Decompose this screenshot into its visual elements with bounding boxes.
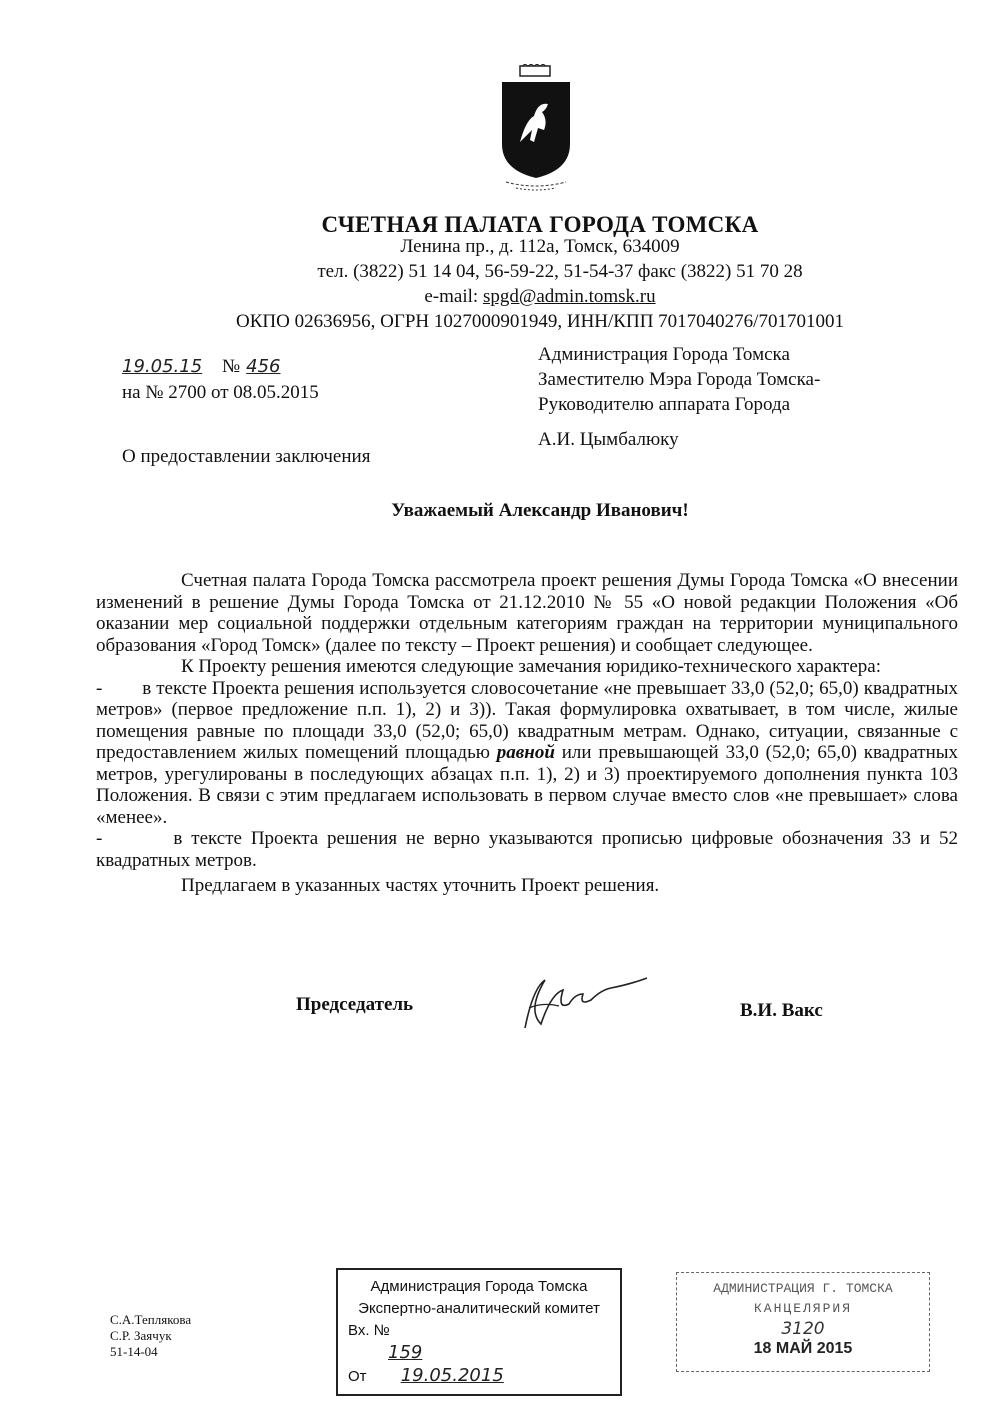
incoming-stamp (336, 1268, 622, 1396)
salutation: Уважаемый Александр Иванович! (391, 500, 689, 521)
handwritten-signature (515, 968, 655, 1043)
org-phones: тел. (3822) 51 14 04, 56-59-22, 51-54-37 факс (3822) 51 70 28 (317, 261, 803, 282)
outgoing-number-line (122, 356, 362, 378)
office-stamp-date: 18 МАЙ 2015 (753, 1340, 853, 1357)
paragraph-5: Предлагаем в указанных частях уточнить Проект решения. (181, 875, 660, 896)
org-codes: ОКПО 02636956, ОГРН 1027000901949, ИНН/КПП 7017040276/701701001 (236, 311, 844, 332)
paragraph-3-text-a: - в тексте Проекта решения используется словосочетание «не превышает 33,0 (52,0; 65,0) квадратных метров» (первое предложение п.п. 1), 2) и 3)). Такая формулировка охватывает, в том числе, жилые помещения равные по площади 33,0 (52,0; 65,0) квадратным метрам. Однако, ситуации, связанные с предоставлением жилых помещений площадью (96, 677, 963, 763)
recipient-line-2: Заместителю Мэра Города Томска- (538, 369, 821, 390)
paragraph-1: Счетная палата Города Томска рассмотрела проект решения Думы Города Томска «О внесении изменений в решение Думы Города Томска от 21.12.2010 № 55 «О новой редакции Положения «Об оказании мер социальной поддержки отдельным категориям граждан на территории муниципального образования «Город Томск» (далее по тексту – Проект решения) и сообщает следующее. (96, 570, 958, 656)
signatory-name: В.И. Вакс (740, 1000, 823, 1021)
paragraph-4: - в тексте Проекта решения не верно указываются прописью цифровые обозначения 33 и 52 квадратных метров. (96, 828, 963, 871)
letter-body (96, 570, 963, 897)
coat-of-arms (496, 64, 576, 194)
number-label: № (222, 356, 241, 377)
office-stamp-line-2: КАНЦЕЛЯРИЯ (753, 1301, 852, 1316)
paragraph-3 (96, 677, 963, 829)
office-stamp-number: 3120 (781, 1319, 825, 1339)
org-address: Ленина пр., д. 112а, Томск, 634009 (400, 236, 680, 257)
recipient-block (538, 342, 820, 452)
paragraph-2: К Проекту решения имеются следующие замечания юридико-технического характера: (181, 656, 882, 677)
stamp-in-label: Вх. № (348, 1322, 390, 1339)
recipient-line-1: Администрация Города Томска (538, 344, 790, 365)
email-link[interactable]: spgd@admin.tomsk.ru (482, 286, 656, 307)
executor-line-1: С.А.Теплякова (110, 1312, 192, 1327)
stamp-line-2: Экспертно-аналитический комитет (358, 1300, 600, 1317)
stamp-line-1: Администрация Города Томска (370, 1278, 588, 1295)
stamp-from-date: 19.05.2015 (400, 1365, 504, 1386)
org-email-line (290, 286, 790, 308)
reference-number: на № 2700 от 08.05.2015 (122, 382, 319, 403)
office-stamp-line-1: АДМИНИСТРАЦИЯ Г. ТОМСКА (713, 1281, 893, 1296)
outgoing-date-handwritten: 19.05.15 (122, 356, 203, 377)
executor-line-3: 51-14-04 (110, 1344, 158, 1359)
recipient-name: А.И. Цымбалюку (538, 429, 679, 450)
org-title: СЧЕТНАЯ ПАЛАТА ГОРОДА ТОМСКА (321, 212, 759, 237)
recipient-line-3: Руководителю аппарата Города (538, 394, 791, 415)
signatory-position: Председатель (296, 994, 414, 1015)
executor-block (110, 1312, 191, 1360)
paragraph-3-emphasis: равной (496, 742, 555, 763)
executor-line-2: С.Р. Заячук (110, 1328, 172, 1343)
subject: О предоставлении заключения (122, 446, 371, 467)
stamp-in-number: 159 (388, 1342, 423, 1363)
office-stamp (676, 1272, 930, 1372)
outgoing-number-handwritten: 456 (246, 356, 281, 377)
paragraph-3-text-b: или превышающей 33,0 (52,0; 65,0) квадратных метров, урегулированы в последующих абзацах п.п. 1), 2) и 3) проектируемого дополнения пункта 103 Положения. В связи с этим предлагаем использовать в первом случае вместо слов «не превышает» слова «менее». (96, 742, 958, 828)
stamp-from-label: От (348, 1368, 367, 1385)
email-label: e-mail: (424, 286, 483, 307)
